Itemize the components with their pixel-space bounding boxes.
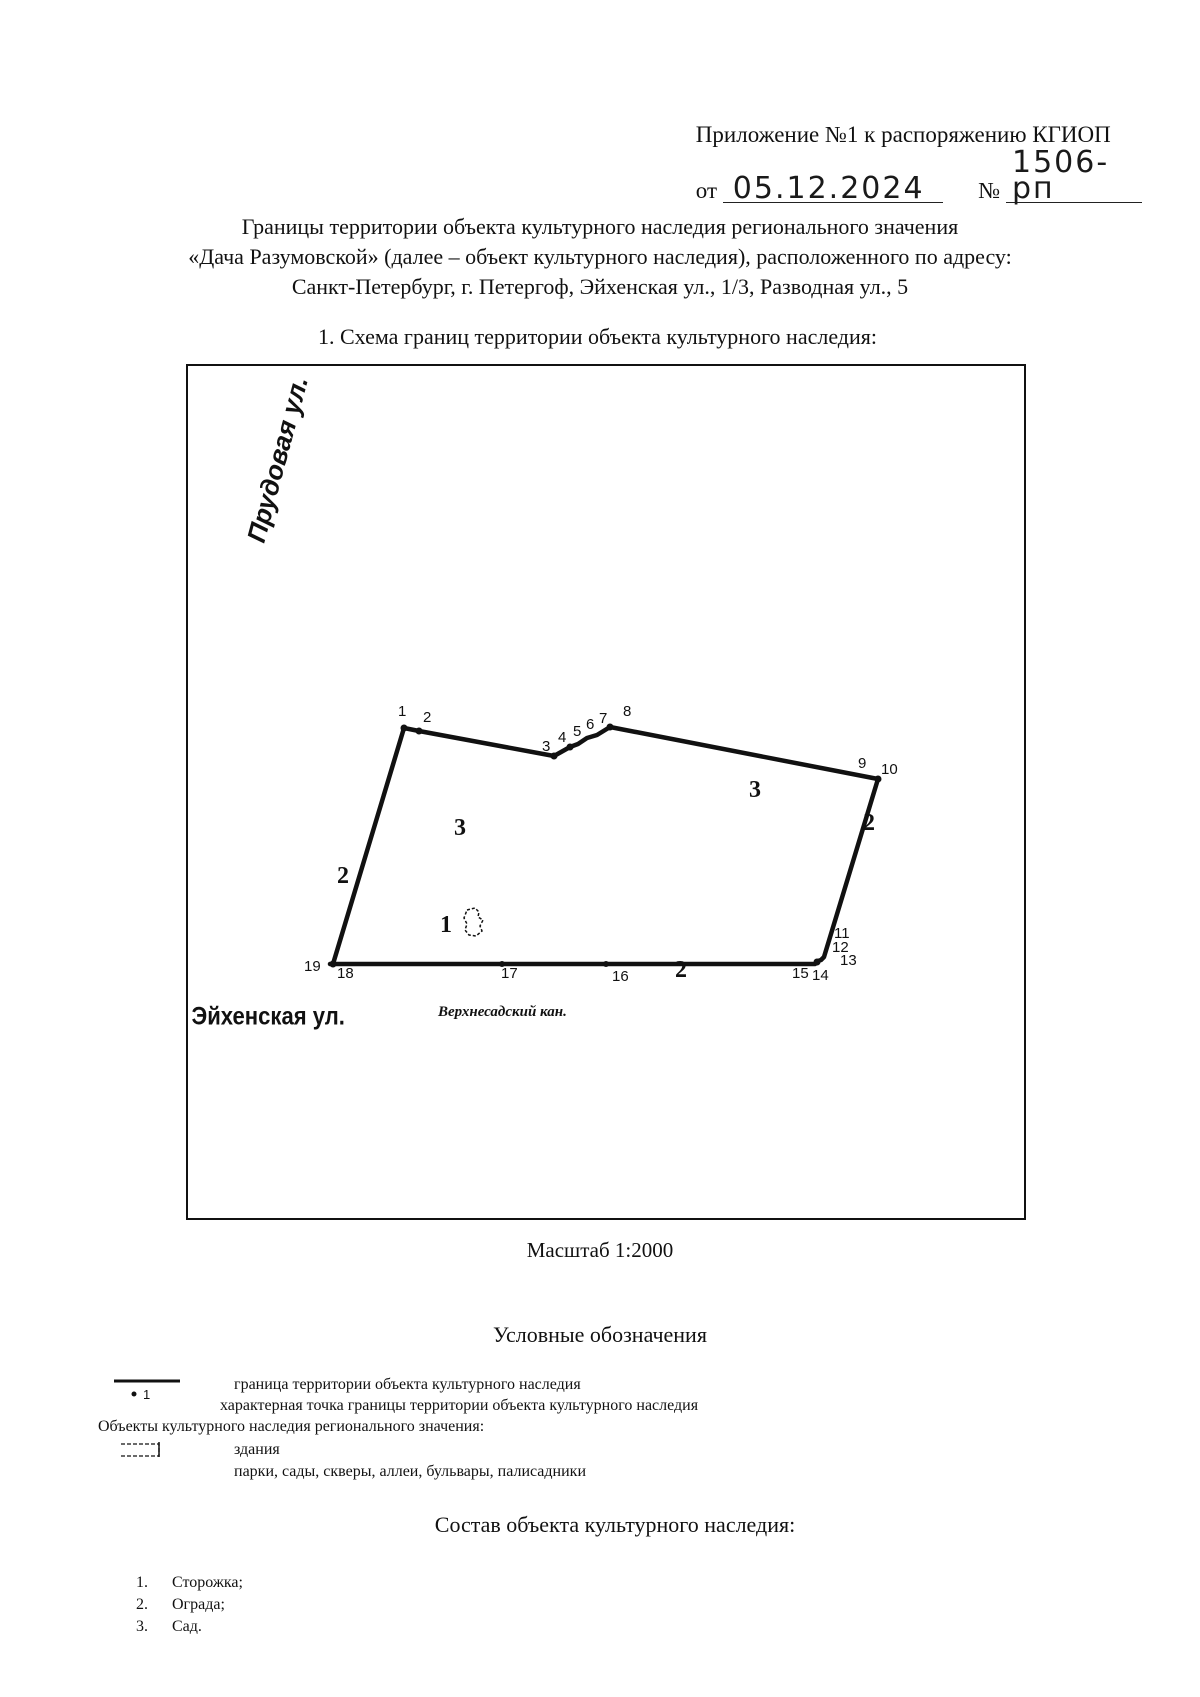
point-label: 4 bbox=[558, 729, 567, 746]
from-label: от bbox=[695, 178, 718, 203]
zone-label-garden: 3 bbox=[749, 777, 761, 803]
point-label: 13 bbox=[840, 952, 857, 969]
list-item: 3. Сад. bbox=[136, 1618, 202, 1635]
point-label: 9 bbox=[858, 755, 867, 772]
point-label: 18 bbox=[337, 965, 354, 982]
point-label: 2 bbox=[423, 709, 432, 726]
point-label: 8 bbox=[623, 703, 632, 720]
date-number-line bbox=[695, 145, 1142, 206]
legend-objects-header: Объекты культурного наследия регионального значения: bbox=[98, 1418, 485, 1435]
legend-parks-text: парки, сады, скверы, аллеи, бульвары, палисадники bbox=[234, 1463, 587, 1480]
title-line-1: Границы территории объекта культурного наследия регионального значения bbox=[241, 214, 959, 239]
number-label: № bbox=[978, 178, 1001, 203]
zone-label-building: 1 bbox=[440, 912, 452, 938]
legend-point-sample-label: 1 bbox=[143, 1387, 151, 1400]
map-scale: Масштаб 1:2000 bbox=[526, 1238, 674, 1262]
list-item: 2. Ограда; bbox=[136, 1596, 225, 1613]
document-title bbox=[0, 212, 1200, 302]
composition-title: Состав объекта культурного наследия: bbox=[434, 1512, 796, 1537]
point-label: 11 bbox=[834, 925, 850, 942]
point-label: 19 bbox=[304, 958, 321, 975]
legend-title: Условные обозначения bbox=[493, 1322, 707, 1347]
composition-list bbox=[136, 1572, 243, 1638]
list-item: 1. Сторожка; bbox=[136, 1574, 243, 1591]
map-frame bbox=[187, 365, 1025, 1219]
boundary-point bbox=[603, 961, 609, 967]
zone-label-fence: 2 bbox=[337, 863, 349, 889]
point-label: 1 bbox=[398, 703, 407, 720]
title-line-2: «Дача Разумовской» (далее – объект культурного наследия), расположенного по адресу: bbox=[188, 244, 1012, 269]
order-reference bbox=[696, 120, 1142, 206]
point-label: 6 bbox=[586, 716, 595, 733]
street-label-eikhenskaya: Эйхенская ул. bbox=[191, 1003, 345, 1031]
boundary-point bbox=[551, 753, 558, 760]
point-label: 14 bbox=[812, 967, 829, 984]
boundary-point bbox=[607, 724, 614, 731]
handwritten-number: 1506-рп bbox=[1006, 150, 1142, 203]
point-label: 7 bbox=[599, 710, 608, 727]
boundary-point bbox=[814, 959, 821, 966]
boundary-point bbox=[330, 961, 337, 968]
legend-building-sample bbox=[119, 1440, 165, 1460]
point-label: 3 bbox=[542, 738, 551, 755]
handwritten-date: 05.12.2024 bbox=[723, 176, 943, 203]
point-label: 12 bbox=[832, 939, 849, 956]
canal-label: Верхнесадский кан. bbox=[438, 1004, 567, 1020]
appendix-line: Приложение №1 к распоряжению КГИОП bbox=[695, 122, 1111, 147]
section-heading-scheme: 1. Схема границ территории объекта культурного наследия: bbox=[318, 324, 878, 349]
point-label: 5 bbox=[573, 723, 582, 740]
zone-label-fence: 2 bbox=[863, 810, 875, 836]
territory-boundary bbox=[330, 727, 878, 964]
boundary-points bbox=[330, 724, 882, 968]
title-line-3: Санкт-Петербург, г. Петергоф, Эйхенская ул., 1/3, Разводная ул., 5 bbox=[291, 274, 909, 299]
point-label: 16 bbox=[612, 968, 629, 985]
boundary-point bbox=[416, 728, 423, 735]
point-label: 15 bbox=[792, 965, 809, 982]
legend-buildings-text: здания bbox=[234, 1441, 280, 1458]
zone-label-garden: 3 bbox=[454, 815, 466, 841]
boundary-scheme-map bbox=[186, 364, 1026, 1220]
zone-label-fence: 2 bbox=[675, 957, 687, 983]
point-label: 10 bbox=[881, 761, 898, 778]
point-label: 17 bbox=[501, 965, 518, 982]
legend-boundary-text: граница территории объекта культурного наследия bbox=[234, 1376, 581, 1393]
legend-boundary-sample bbox=[112, 1378, 182, 1400]
building-storozhka-icon bbox=[464, 908, 483, 936]
street-label-prudovaya: Прудовая ул. bbox=[240, 373, 314, 546]
boundary-point bbox=[401, 725, 408, 732]
boundary-point bbox=[567, 744, 574, 751]
legend-point-text: характерная точка границы территории объекта культурного наследия bbox=[220, 1397, 699, 1414]
